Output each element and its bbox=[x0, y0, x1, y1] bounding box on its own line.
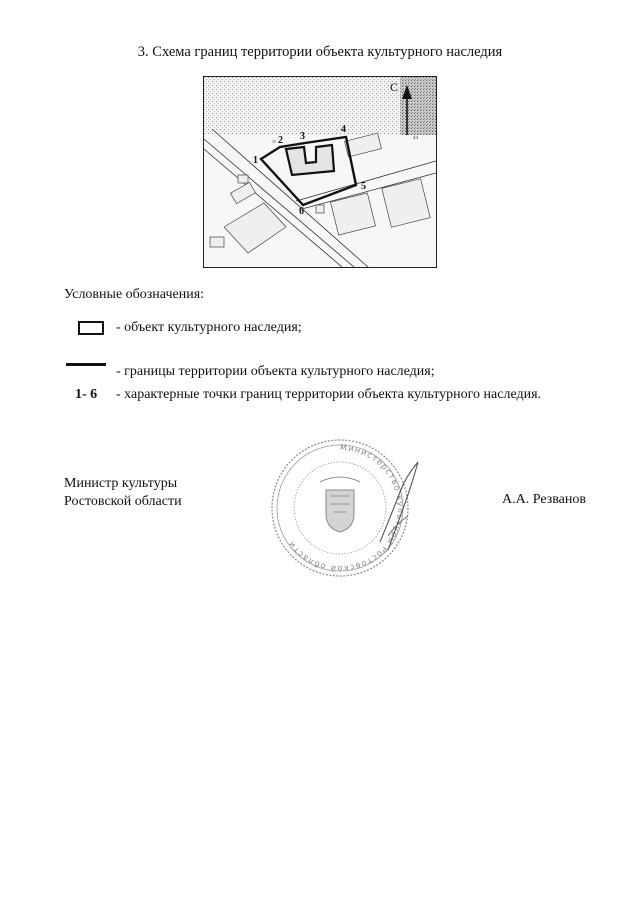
point-label-2: 2 bbox=[278, 135, 283, 146]
point-label-3: 3 bbox=[300, 131, 305, 142]
official-seal bbox=[268, 432, 423, 582]
north-label: С bbox=[390, 80, 399, 94]
legend-item-text: - объект культурного наследия; bbox=[116, 320, 302, 335]
position-line-1: Министр культуры bbox=[64, 476, 178, 491]
object-symbol bbox=[78, 321, 104, 335]
boundary-line-symbol bbox=[66, 363, 106, 366]
position-line-2: Ростовской области bbox=[64, 494, 182, 509]
map-dark-block bbox=[400, 77, 436, 135]
boundary-map bbox=[203, 76, 437, 268]
small-mark-44: 44 bbox=[413, 136, 418, 141]
coat-of-arms-icon bbox=[320, 477, 360, 532]
point-label-6: 6 bbox=[299, 206, 304, 217]
point-label-1: 1 bbox=[253, 155, 258, 166]
legend-item-text: - границы территории объекта культурного наследия; bbox=[116, 364, 435, 379]
point-label-5: 5 bbox=[361, 181, 366, 192]
signatory-position bbox=[64, 475, 182, 511]
legend-title: Условные обозначения: bbox=[64, 287, 205, 302]
scheme-title: 3. Схема границ территории объекта культурного наследия bbox=[137, 44, 503, 60]
point-label-4: 4 bbox=[341, 124, 346, 135]
small-mark-35: 35 bbox=[272, 139, 276, 144]
seal-ring-text: Министерство культуры Ростовской области bbox=[286, 442, 406, 574]
points-range-symbol: 1- 6 bbox=[75, 387, 98, 402]
legend-item-text: - характерные точки границ территории объекта культурного наследия. bbox=[116, 387, 542, 402]
signatory-name: А.А. Резванов bbox=[502, 492, 586, 507]
